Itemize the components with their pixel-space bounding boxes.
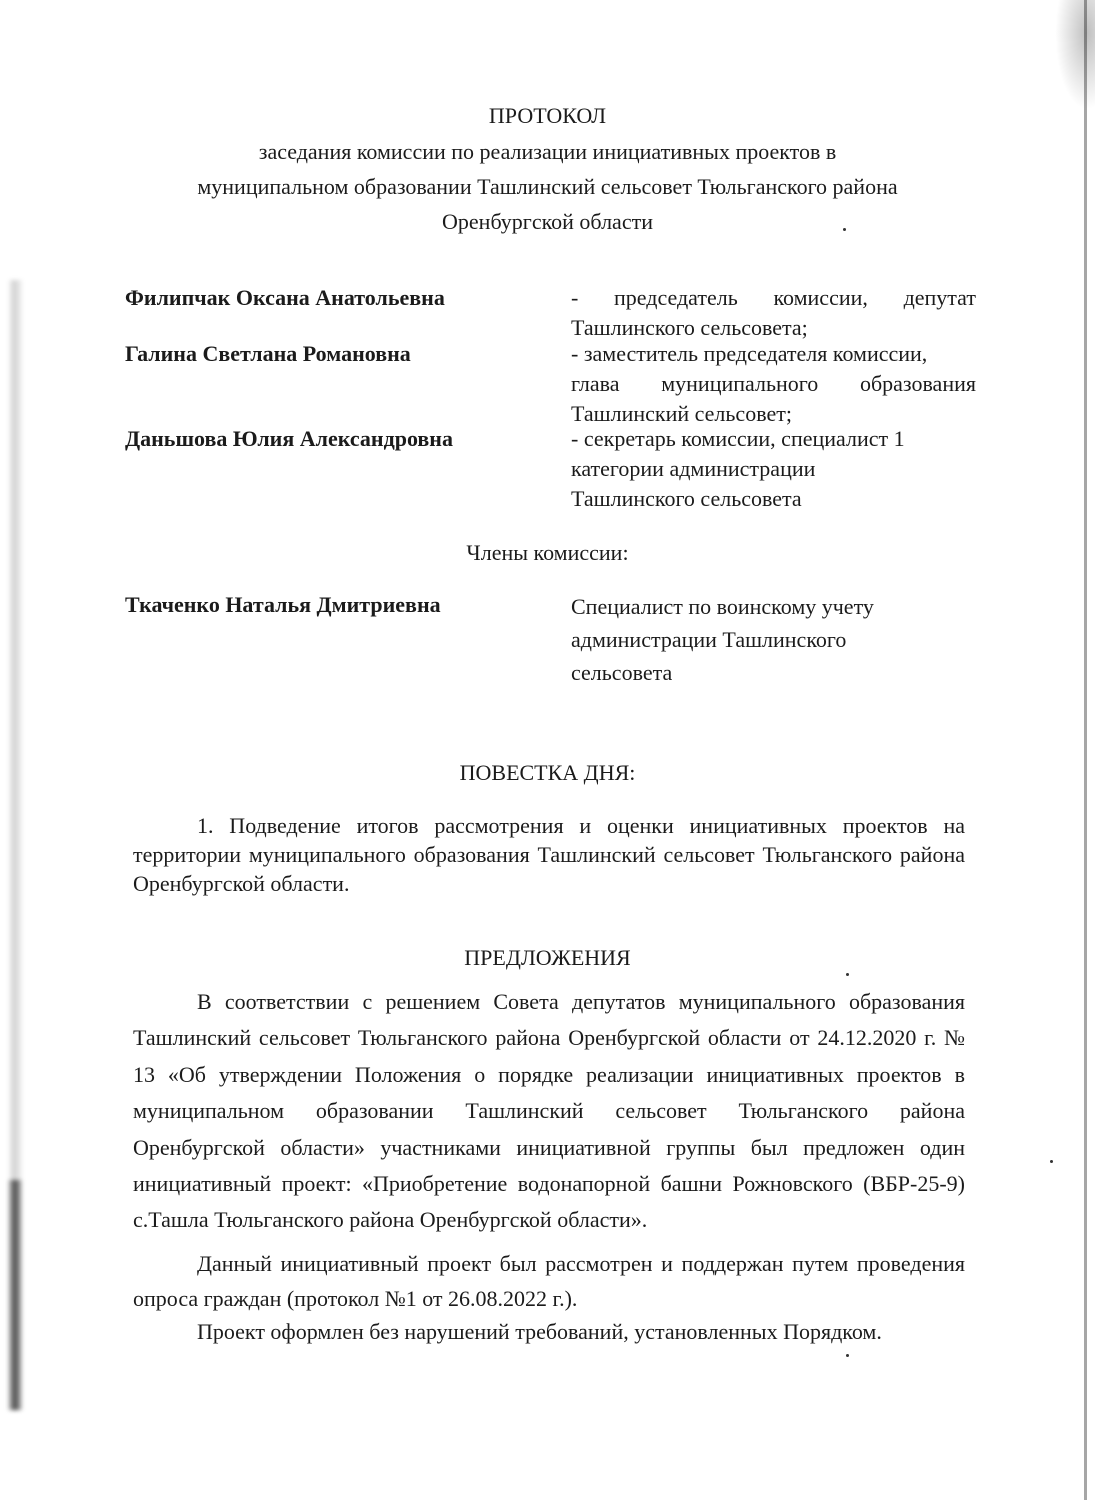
proposals-paragraph: В соответствии с решением Совета депутатов муниципального образования Ташлинский сельсовет Тюльганского района Оренбургской области от 24.12.2020 г. № 13 «Об утверждении Положения о порядке реализации инициативных проектов в муниципальном образовании Ташлинский сельсовет Тюльганского района Оренбургской области» участниками инициативной группы был предложен один инициативный проект: «Приобретение водонапорной башни Рожновского (ВБР-25-9) с.Ташла Тюльганского района Оренбургской области». [133, 989, 965, 1233]
scan-speck [1050, 1160, 1053, 1163]
role-line: сельсовета [571, 660, 673, 685]
role-line: - председатель комиссии, депутат [571, 285, 976, 310]
member-role-deputy-chair [571, 339, 976, 429]
proposals-heading: ПРЕДЛОЖЕНИЯ [464, 945, 631, 970]
role-line: Ташлинского сельсовета; [571, 315, 808, 340]
role-line: Специалист по воинскому учету [571, 594, 874, 619]
member-name-secretary: Даньшова Юлия Александровна [125, 426, 453, 451]
scan-speck [843, 228, 846, 231]
role-line: глава муниципального образования [571, 371, 976, 396]
member-role-commission [571, 590, 976, 689]
member-role-secretary [571, 424, 976, 514]
member-role-chair [571, 283, 976, 343]
member-name-chair: Филипчак Оксана Анатольевна [125, 285, 445, 310]
subtitle-line: Оренбургской области [442, 209, 653, 234]
member-name-deputy-chair: Галина Светлана Романовна [125, 341, 411, 366]
agenda-item: 1. Подведение итогов рассмотрения и оценки инициативных проектов на территории муниципального образования Ташлинский сельсовет Тюльганского района Оренбургской области. [133, 813, 965, 896]
subtitle-line: муниципальном образовании Ташлинский сельсовет Тюльганского района [197, 174, 898, 199]
scan-speck [846, 1354, 849, 1357]
role-line: Ташлинского сельсовета [571, 486, 802, 511]
proposals-paragraph: Данный инициативный проект был рассмотрен и поддержан путем проведения опроса граждан (протокол №1 от 26.08.2022 г.). [133, 1251, 965, 1311]
role-line: - секретарь комиссии, специалист 1 [571, 426, 905, 451]
role-line: Ташлинский сельсовет; [571, 401, 792, 426]
commission-members-heading: Члены комиссии: [466, 540, 629, 565]
role-line: категории администрации [571, 456, 816, 481]
role-line: - заместитель председателя комиссии, [571, 341, 928, 366]
agenda-heading: ПОВЕСТКА ДНЯ: [459, 760, 636, 785]
member-name-commission: Ткаченко Наталья Дмитриевна [125, 592, 441, 617]
subtitle-line: заседания комиссии по реализации инициативных проектов в [258, 139, 837, 164]
scan-speck [846, 973, 849, 976]
role-line: администрации Ташлинского [571, 627, 847, 652]
proposals-paragraph: Проект оформлен без нарушений требований, установленных Порядком. [197, 1319, 882, 1344]
document-title: ПРОТОКОЛ [488, 103, 607, 128]
document-subtitle [0, 134, 1095, 239]
